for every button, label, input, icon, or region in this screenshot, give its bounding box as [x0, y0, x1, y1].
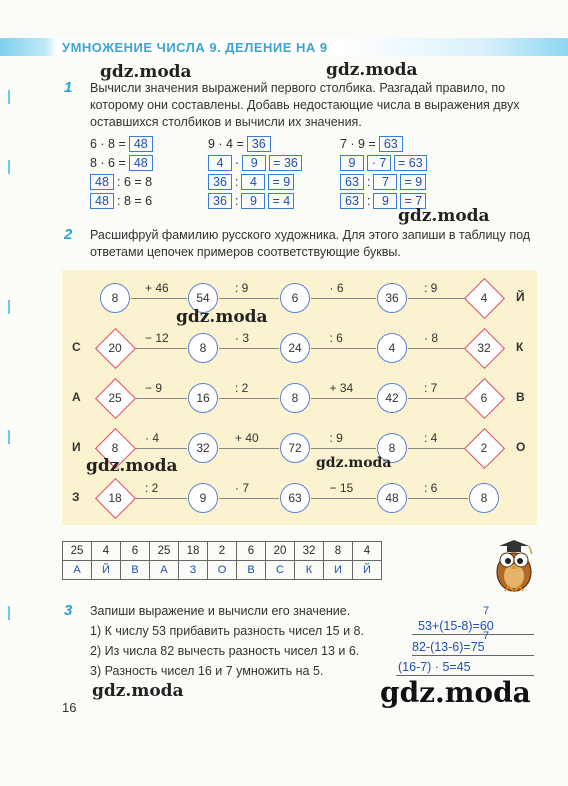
owl-illustration [487, 534, 541, 594]
answer-box: 9 [340, 155, 364, 171]
chain-diamond-node [95, 328, 135, 368]
eq-text: : 6 = 8 [117, 175, 153, 189]
chain-arrow [131, 498, 187, 499]
chain-operation: · 7 [235, 481, 250, 495]
chain-operation: − 9 [145, 381, 163, 395]
chain-arrow [131, 448, 187, 449]
table-cell-letter: О [208, 561, 237, 580]
answer-box: 63 [340, 174, 364, 190]
chain-arrow [408, 498, 468, 499]
table-cell-number: 32 [295, 542, 324, 561]
chain-arrow [311, 448, 376, 449]
answer-box: = 7 [400, 193, 426, 209]
chain-arrow [311, 348, 376, 349]
answer-box: 9 [241, 193, 265, 209]
task-1-number: 1 [64, 79, 73, 96]
answer-box: = 63 [394, 155, 427, 171]
task-2-number: 2 [64, 226, 73, 243]
chain-circle-node: 48 [377, 483, 407, 513]
chain-circle-node: 24 [280, 333, 310, 363]
table-cell-letter: Й [353, 561, 382, 580]
chain-diamond-node [464, 328, 504, 368]
eq-text: 8 · 6 = [90, 156, 126, 170]
page-title: УМНОЖЕНИЕ ЧИСЛА 9. ДЕЛЕНИЕ НА 9 [62, 40, 328, 55]
answer-box: 4 [241, 174, 265, 190]
chain-arrow [131, 398, 187, 399]
watermark: gdz.moda [100, 62, 192, 82]
answer-box: 48 [129, 155, 153, 171]
answer-box: 36 [247, 136, 271, 152]
table-cell-letter: А [150, 561, 179, 580]
chain-circle-node: 32 [188, 433, 218, 463]
chain-operation: : 6 [329, 331, 343, 345]
chain-operation: + 40 [235, 431, 259, 445]
table-cell-number: 18 [179, 542, 208, 561]
answer-line [412, 655, 534, 656]
chain-operation: + 46 [145, 281, 169, 295]
chain-arrow [219, 298, 279, 299]
row-letter-left: З [72, 490, 80, 504]
answer-box: = 4 [268, 193, 294, 209]
chain-operation: : 9 [235, 281, 249, 295]
answer-table [62, 541, 382, 580]
answer-box: = 36 [269, 155, 302, 171]
task-3-item-3: 3) Разность чисел 16 и 7 умножить на 5. [90, 664, 324, 678]
chain-circle-node: 42 [377, 383, 407, 413]
node-value: 25 [108, 391, 122, 405]
chain-diamond-node [95, 378, 135, 418]
chain-operation: : 2 [145, 481, 159, 495]
eq-op: · [235, 156, 240, 170]
eq-text: : 8 = 6 [117, 194, 153, 208]
chain-circle-node: 8 [188, 333, 218, 363]
row-letter-left: И [72, 440, 81, 454]
chain-operation: · 8 [424, 331, 439, 345]
chain-circle-node: 54 [188, 283, 218, 313]
chain-diamond-node [464, 428, 504, 468]
chain-arrow [408, 398, 468, 399]
task-1-text: Вычисли значения выражений первого столбика. Разгадай правило, по которому они составлены. Добавь недостающие числа в выражения двух оставшихся столбиков и вычисли их значения. [90, 81, 520, 129]
chain-operation: : 7 [424, 381, 438, 395]
answer-1: 53+(15-8)=60 [418, 619, 494, 633]
table-cell-number: 25 [63, 542, 92, 561]
chain-circle-node: 72 [280, 433, 310, 463]
table-cell-letter: В [121, 561, 150, 580]
answer-2: 82-(13-6)=75 [412, 640, 485, 654]
row-letter-right: В [516, 390, 525, 404]
eq-text: 9 · 4 = [208, 137, 244, 151]
watermark: gdz.moda [326, 60, 418, 80]
row-letter-left: А [72, 390, 81, 404]
watermark: gdz.moda [176, 307, 268, 327]
chain-arrow [131, 298, 187, 299]
task-3-text: Запиши выражение и вычисли его значение. [90, 604, 351, 618]
chain-circle-node: 16 [188, 383, 218, 413]
answer-box: 9 [242, 155, 266, 171]
chain-circle-node: 36 [377, 283, 407, 313]
row-letter-left: С [72, 340, 81, 354]
chain-circle-node: 4 [377, 333, 407, 363]
row-letter-right: О [516, 440, 526, 454]
chain-arrow [219, 498, 279, 499]
chain-operation: + 34 [329, 381, 354, 395]
eq-text: 6 · 8 = [90, 137, 126, 151]
chain-operation: − 12 [145, 331, 169, 345]
chain-diamond-node [464, 378, 504, 418]
chain-operation: · 4 [145, 431, 160, 445]
table-cell-number: 8 [324, 542, 353, 561]
node-value: 20 [108, 341, 122, 355]
chain-operation: : 4 [424, 431, 438, 445]
chain-operation: − 15 [329, 481, 354, 495]
eq-op: : [367, 194, 371, 208]
chain-operation: : 2 [235, 381, 249, 395]
table-row-numbers [63, 542, 382, 561]
node-value: 8 [111, 441, 119, 455]
chain-arrow [311, 398, 376, 399]
task-3-item-1: 1) К числу 53 прибавить разность чисел 15 и 8. [90, 624, 364, 638]
chain-operation: · 6 [329, 281, 344, 295]
margin-mark [8, 606, 10, 620]
task-3-number: 3 [64, 602, 73, 619]
table-cell-number: 6 [237, 542, 266, 561]
table-cell-letter: С [266, 561, 295, 580]
answer-line [412, 634, 534, 635]
answer-box: 7 [373, 174, 397, 190]
watermark: gdz.moda [398, 206, 490, 226]
table-cell-number: 4 [92, 542, 121, 561]
table-cell-number: 2 [208, 542, 237, 561]
answer-box: 4 [208, 155, 232, 171]
answer-box: 48 [129, 136, 153, 152]
chain-circle-node: 8 [469, 483, 499, 513]
chain-arrow [311, 498, 376, 499]
node-value: 18 [108, 491, 122, 505]
chain-circle-node: 8 [280, 383, 310, 413]
answer-box: 48 [90, 174, 114, 190]
answer-box: · 7 [367, 155, 391, 171]
answer-box: = 9 [268, 174, 294, 190]
answer-note: 7 [483, 605, 490, 617]
watermark: gdz.moda [86, 456, 178, 476]
eq-op: : [235, 194, 239, 208]
eq-op: : [367, 175, 371, 189]
eq-text: 7 · 9 = [340, 137, 376, 151]
chain-operation: : 6 [424, 481, 438, 495]
chain-arrow [311, 298, 376, 299]
node-value: 6 [480, 391, 488, 405]
chain-arrow [219, 448, 279, 449]
chain-circle-node: 6 [280, 283, 310, 313]
answer-box: 36 [208, 174, 232, 190]
answer-box: = 9 [400, 174, 426, 190]
table-row-letters [63, 561, 382, 580]
chain-arrow [408, 348, 468, 349]
row-letter-right: К [516, 340, 524, 354]
watermark: gdz.moda [92, 681, 184, 701]
chain-circle-node: 8 [100, 283, 130, 313]
table-cell-letter: Й [92, 561, 121, 580]
table-cell-number: 20 [266, 542, 295, 561]
answer-3: (16-7) · 5=45 [398, 660, 471, 674]
answer-box: 63 [340, 193, 364, 209]
table-cell-letter: З [179, 561, 208, 580]
chain-circle-node: 63 [280, 483, 310, 513]
table-cell-number: 25 [150, 542, 179, 561]
row-letter-right: Й [516, 290, 525, 304]
chain-operation: : 9 [329, 431, 343, 445]
chain-circle-node: 8 [377, 433, 407, 463]
task-3-item-2: 2) Из числа 82 вычесть разность чисел 13 и 6. [90, 644, 360, 658]
chain-arrow [131, 348, 187, 349]
page-number: 16 [62, 700, 77, 715]
watermark: gdz.moda [316, 455, 392, 471]
table-cell-letter: И [324, 561, 353, 580]
node-value: 32 [477, 341, 491, 355]
table-cell-number: 4 [353, 542, 382, 561]
chain-arrow [219, 348, 279, 349]
eq-op: : [235, 175, 239, 189]
table-cell-letter: А [63, 561, 92, 580]
node-value: 2 [480, 441, 488, 455]
answer-box: 48 [90, 193, 114, 209]
answer-note: 7 [483, 630, 490, 642]
chain-operation: : 9 [424, 281, 438, 295]
chain-arrow [408, 448, 468, 449]
table-cell-number: 6 [121, 542, 150, 561]
watermark: gdz.moda [380, 676, 531, 709]
task-2-text: Расшифруй фамилию русского художника. Для этого запиши в таблицу под ответами цепочек примеров соответствующие буквы. [90, 228, 531, 259]
answer-box: 36 [208, 193, 232, 209]
answer-box: 63 [379, 136, 403, 152]
table-cell-letter: К [295, 561, 324, 580]
answer-box: 9 [373, 193, 397, 209]
chain-diamond-node [464, 278, 504, 318]
chain-operation: · 3 [235, 331, 250, 345]
chain-diamond-node [95, 478, 135, 518]
node-value: 4 [480, 291, 488, 305]
chain-arrow [408, 298, 468, 299]
chain-arrow [219, 398, 279, 399]
table-cell-letter: В [237, 561, 266, 580]
chain-circle-node: 9 [188, 483, 218, 513]
